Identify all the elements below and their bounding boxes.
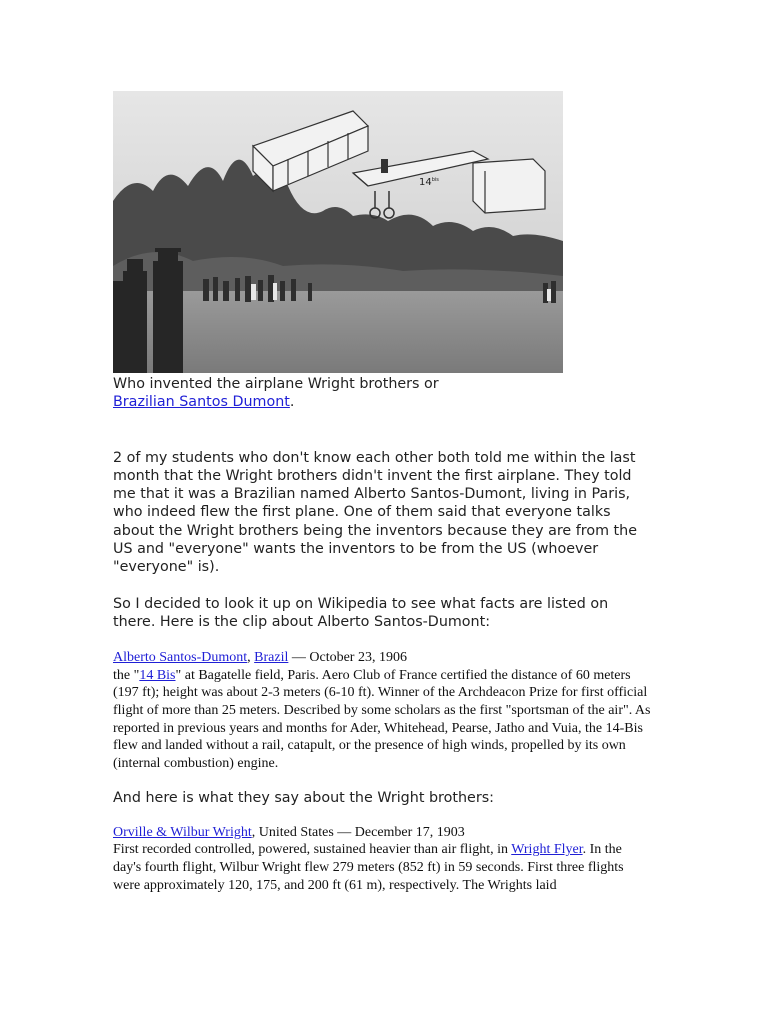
14-bis-link[interactable]: 14 Bis bbox=[139, 667, 176, 683]
santos-dumont-quote: Alberto Santos-Dumont, Brazil — October 23, 1906 the "14 Bis" at Bagatelle field, Paris. Aero Club of France certified the distance of 60 meters (197 ft); height was about 2-3 meters (6-10 ft). Winner of the Archdeacon Prize for first official flight of more than 25 meters. Described by some scholars as the first "sportsman of the air". As reported in previous years and months for Ader, Whitehead, Pearse, Jatho and Vuia, the 14-Bis flew and landed without a rail, catapult, or the presence of high winds, propelled by its own (internal combustion) engine. bbox=[113, 650, 651, 771]
plane-marking: $14^{bis}$ bbox=[419, 177, 439, 188]
article bbox=[113, 91, 653, 894]
santos-dumont-link[interactable]: Brazilian Santos Dumont bbox=[113, 394, 290, 411]
brazil-link[interactable]: Brazil bbox=[254, 650, 289, 666]
airplane-photo bbox=[113, 91, 563, 373]
wright-quote: Orville & Wilbur Wright, United States — December 17, 1903 First recorded controlled, powered, sustained heavier than air flight, in Wright Flyer. In the day's fourth flight, Wilbur Wright flew 279 meters (852 ft) in 59 seconds. First three flights were approximately 120, 175, and 200 ft (61 m), respectively. The Wrights laid bbox=[113, 824, 624, 893]
photo-caption: Who invented the airplane Wright brothers or Brazilian Santos Dumont. bbox=[113, 376, 439, 411]
wright-brothers-link[interactable]: Orville & Wilbur Wright bbox=[113, 824, 252, 840]
alberto-santos-dumont-link[interactable]: Alberto Santos-Dumont bbox=[113, 650, 248, 666]
wright-flyer-link[interactable]: Wright Flyer bbox=[511, 842, 583, 858]
paragraph-students: 2 of my students who don't know each other both told me within the last month that the Wright brothers didn't invent the first airplane. They told me that it was a Brazilian named Alberto Santos-Dumont, living in Paris, who indeed flew the first plane. One of them said that everyone talks about the Wright brothers being the inventors because they are from the US and "everyone" wants the inventors to be from the US (whoever "everyone" is). bbox=[113, 449, 638, 576]
paragraph-wikipedia: So I decided to look it up on Wikipedia to see what facts are listed on there. Here is the clip about Alberto Santos-Dumont: bbox=[113, 595, 609, 630]
paragraph-wright: And here is what they say about the Wright brothers: bbox=[113, 790, 494, 807]
